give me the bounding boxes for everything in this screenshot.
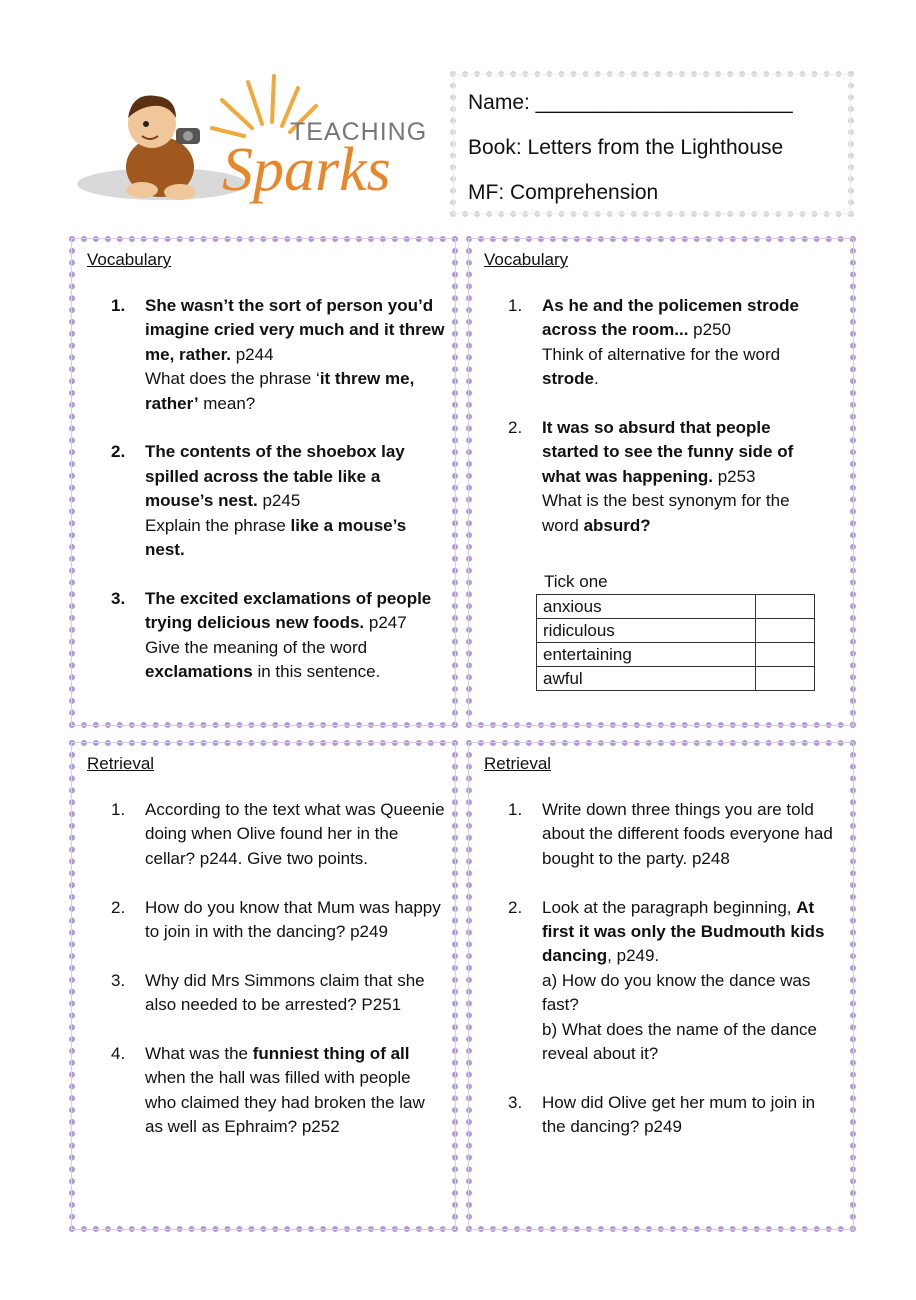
question-text-bold: It was so absurd that people started to see the funny side of what was happening. bbox=[542, 418, 794, 486]
vocabulary-panel-left bbox=[69, 236, 458, 728]
question-text: p244 bbox=[231, 344, 274, 364]
panel-title: Vocabulary bbox=[87, 250, 172, 269]
logo-sparks-text: Sparks bbox=[222, 136, 391, 204]
question-number: 3. bbox=[508, 1092, 523, 1112]
question-text: What is the best synonym for the word bbox=[542, 491, 790, 535]
question-number: 1. bbox=[508, 800, 523, 819]
tick-box[interactable] bbox=[756, 667, 815, 691]
question-item bbox=[75, 896, 445, 945]
question-text-bold: absurd? bbox=[583, 515, 651, 535]
question-text-bold: At first it was only the Budmouth kids dancing bbox=[542, 897, 825, 966]
question-item bbox=[472, 1091, 842, 1140]
question-number: 3. bbox=[111, 970, 126, 990]
panel-title: Retrieval bbox=[484, 754, 552, 773]
tick-row bbox=[537, 595, 815, 619]
tick-box[interactable] bbox=[756, 643, 815, 667]
question-list bbox=[75, 798, 445, 1164]
question-text: What was the bbox=[145, 1044, 253, 1064]
question-item bbox=[75, 969, 445, 1018]
question-number: 4. bbox=[111, 1044, 126, 1064]
question-text: p250 bbox=[688, 320, 731, 340]
question-text: Explain the phrase bbox=[145, 515, 291, 535]
question-text: Why did Mrs Simmons claim that she also needed to be arrested? P251 bbox=[145, 970, 425, 1015]
question-number: 2. bbox=[508, 897, 523, 917]
question-text: According to the text what was Queenie doing when Olive found her in the cellar? p244. Give two points. bbox=[145, 800, 445, 868]
tick-one-label: Tick one bbox=[544, 572, 608, 591]
question-item bbox=[472, 798, 842, 871]
tick-box[interactable] bbox=[756, 619, 815, 643]
question-item bbox=[75, 294, 445, 416]
question-number: 1. bbox=[111, 800, 126, 819]
tick-row bbox=[537, 619, 815, 643]
question-item bbox=[75, 587, 445, 685]
question-text: , p249. bbox=[607, 946, 660, 966]
question-text-bold: As he and the policemen strode across the room... bbox=[542, 296, 799, 340]
tick-option: entertaining bbox=[537, 643, 756, 667]
question-text: . bbox=[593, 369, 599, 389]
question-text: How did Olive get her mum to join in the dancing? p249 bbox=[542, 1092, 816, 1137]
retrieval-panel-right bbox=[466, 740, 856, 1232]
book-line: Book: Letters from the Lighthouse bbox=[468, 136, 784, 159]
question-text-bold: strode bbox=[542, 369, 594, 389]
question-text-bold: The excited exclamations of people trying delicious new foods. bbox=[145, 588, 432, 633]
question-text: Think of alternative for the word bbox=[542, 344, 781, 364]
question-text: b) What does the name of the dance reveal about it? bbox=[542, 1019, 818, 1064]
tick-option: ridiculous bbox=[537, 619, 756, 643]
question-item bbox=[472, 896, 842, 1067]
question-text: Give the meaning of the word bbox=[145, 637, 368, 657]
tick-table bbox=[536, 594, 815, 691]
question-text: p245 bbox=[257, 491, 301, 511]
question-text: How do you know that Mum was happy to join in with the dancing? p249 bbox=[145, 897, 441, 942]
panel-title: Retrieval bbox=[87, 754, 155, 773]
question-text-bold: The contents of the shoebox lay spilled across the table like a mouse’s nest. bbox=[145, 442, 405, 511]
tick-option: anxious bbox=[537, 595, 756, 619]
question-text-bold: exclamations bbox=[145, 662, 253, 682]
question-number: 2. bbox=[508, 418, 523, 438]
question-text-bold: it threw me, rather’ bbox=[145, 369, 415, 413]
question-text-bold: funniest thing of all bbox=[252, 1044, 410, 1064]
logo-teaching-text: TEACHING bbox=[290, 118, 428, 146]
question-list bbox=[472, 798, 842, 1164]
question-number: 2. bbox=[111, 897, 126, 917]
teaching-sparks-logo bbox=[72, 72, 437, 212]
question-text: a) How do you know the dance was fast? bbox=[542, 970, 811, 1015]
logo-graphic bbox=[72, 72, 437, 212]
question-text: Look at the paragraph beginning, bbox=[542, 897, 797, 917]
question-text-bold: like a mouse’s nest. bbox=[145, 515, 407, 560]
question-number: 2. bbox=[111, 442, 126, 462]
mf-line: MF: Comprehension bbox=[468, 181, 659, 204]
question-text: when the hall was filled with people who claimed they had broken the law as well as Ephraim? p252 bbox=[145, 1068, 425, 1137]
retrieval-panel-left bbox=[69, 740, 458, 1232]
question-list bbox=[75, 294, 445, 709]
question-text: p253 bbox=[712, 466, 756, 486]
info-box bbox=[450, 71, 854, 217]
question-text: p247 bbox=[364, 613, 407, 633]
tick-option: awful bbox=[537, 667, 756, 691]
question-text: mean? bbox=[198, 393, 256, 413]
tick-box[interactable] bbox=[756, 595, 815, 619]
question-number: 1. bbox=[508, 296, 523, 315]
question-item bbox=[472, 294, 817, 392]
question-item bbox=[472, 416, 817, 538]
question-text: Write down three things you are told about the different foods everyone had bought to the party. p248 bbox=[542, 800, 833, 868]
question-item bbox=[75, 440, 445, 562]
question-text: What does the phrase ‘ bbox=[145, 369, 320, 389]
question-list bbox=[472, 294, 817, 562]
question-text: in this sentence. bbox=[252, 662, 381, 682]
panel-title: Vocabulary bbox=[484, 250, 569, 269]
question-text-bold: She wasn’t the sort of person you’d imagine cried very much and it threw me, rather. bbox=[145, 296, 445, 364]
vocabulary-panel-right bbox=[466, 236, 856, 728]
name-line[interactable]: Name: ______________________ bbox=[468, 91, 793, 114]
tick-row bbox=[537, 643, 815, 667]
tick-row bbox=[537, 667, 815, 691]
question-number: 3. bbox=[111, 588, 126, 608]
question-item bbox=[75, 798, 445, 871]
question-item bbox=[75, 1042, 445, 1140]
question-number: 1. bbox=[111, 296, 126, 315]
